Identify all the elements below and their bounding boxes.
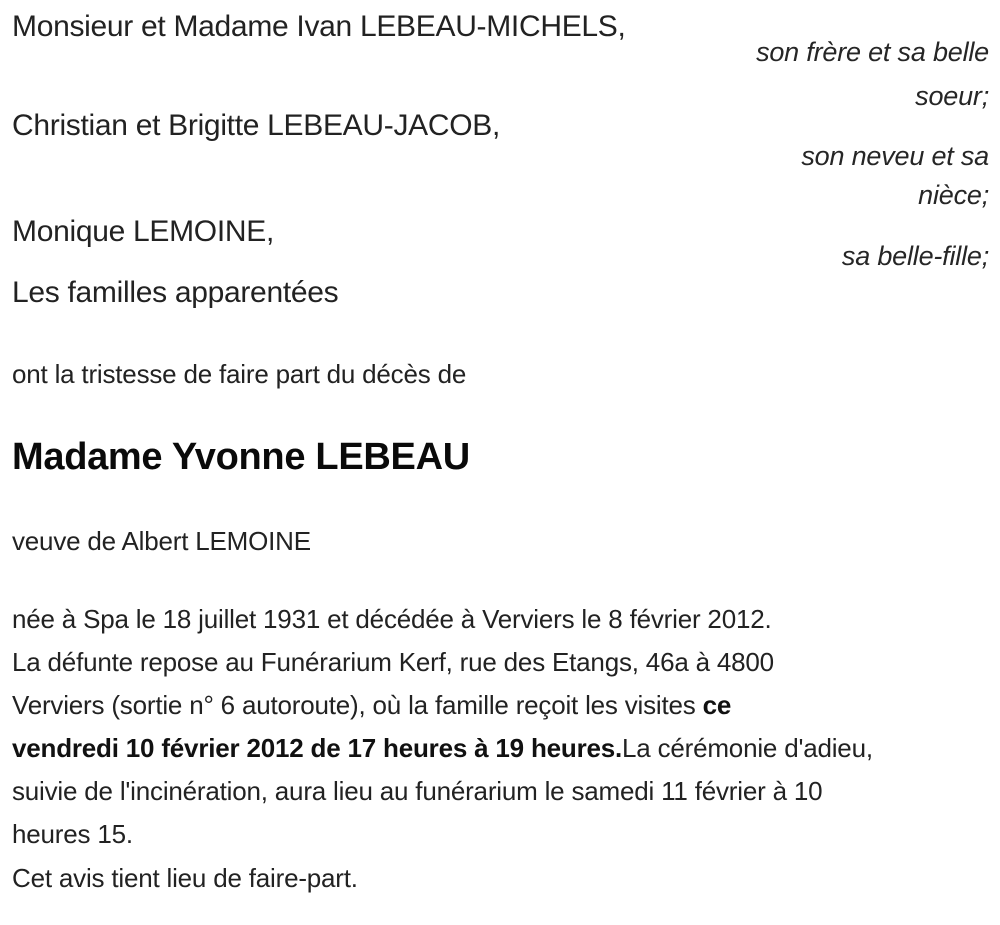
intro-line: ont la tristesse de faire part du décès de bbox=[12, 359, 467, 389]
funeral-details-line: suivie de l'incinération, aura lieu au funérarium le samedi 11 février à 10 bbox=[12, 776, 823, 806]
funeral-details-line: vendredi 10 février 2012 de 17 heures à 19 heures.La cérémonie d'adieu, bbox=[12, 733, 873, 763]
funeral-details-line: La défunte repose au Funérarium Kerf, rue des Etangs, 46a à 4800 bbox=[12, 647, 774, 677]
family-relation-line: sa belle-fille; bbox=[841, 241, 989, 271]
family-relation-line: son frère et sa belle bbox=[756, 37, 989, 67]
family-relation-line: son neveu et sa bbox=[801, 141, 989, 171]
deceased-name-heading: Madame Yvonne LEBEAU bbox=[12, 436, 470, 478]
funeral-details-line: heures 15. bbox=[12, 819, 133, 849]
birth-death-line: née à Spa le 18 juillet 1931 et décédée à Verviers le 8 février 2012. bbox=[12, 604, 772, 634]
family-entry-name: Monique LEMOINE, bbox=[12, 215, 274, 248]
funeral-details-line: Verviers (sortie n° 6 autoroute), où la famille reçoit les visites ce bbox=[12, 690, 732, 720]
family-entry-name: Monsieur et Madame Ivan LEBEAU-MICHELS, bbox=[12, 10, 626, 43]
family-relation-line: soeur; bbox=[915, 81, 989, 111]
funeral-details-paragraph bbox=[12, 641, 989, 856]
family-entry-name: Christian et Brigitte LEBEAU-JACOB, bbox=[12, 109, 501, 142]
death-notice-document bbox=[0, 9, 1000, 925]
family-entry-name: Les familles apparentées bbox=[12, 276, 339, 309]
family-relation-line: nièce; bbox=[918, 180, 989, 210]
widow-line: veuve de Albert LEMOINE bbox=[12, 526, 311, 556]
closing-line: Cet avis tient lieu de faire-part. bbox=[12, 863, 358, 893]
